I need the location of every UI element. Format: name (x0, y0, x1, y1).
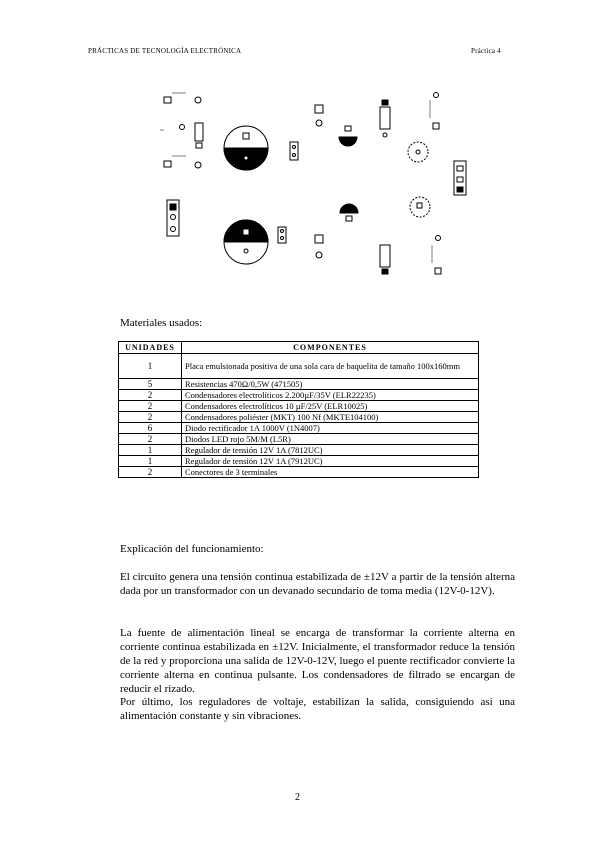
diode-d2 (315, 235, 323, 258)
cell-component: Condensadores electrolíticos 2.200µF/35V (ELR22235) (182, 390, 479, 401)
explanation-paragraph-2: La fuente de alimentación lineal se encarga de transformar la corriente alterna en corriente continua estabilizada en ±12V. Inicialmente, el transformador reduce la tensión de la red y proporciona una salida de 12V-0-12V, luego el puente rectificador convierte la corriente alterna en continua pulsante. Los condensadores de filtrado se encargan de reducir el rizado. (120, 627, 515, 695)
explanation-title: Explicación del funcionamiento: (120, 543, 264, 555)
explanation-paragraph-1: El circuito genera una tensión continua estabilizada de ±12V a partir de la tensión alterna dada por un transformador con un devanado secundario de toma media (12V-0-12V). (120, 571, 515, 597)
pcb-layout-figure (150, 85, 470, 280)
cell-component: Diodo rectificador 1A 1000V (1N4007) (182, 423, 479, 434)
table-header-row (119, 342, 479, 354)
capacitor-c2 (224, 220, 268, 264)
resistor-r3 (164, 156, 201, 168)
connector-left (167, 200, 179, 236)
cell-units: 2 (119, 467, 182, 478)
table-row (119, 390, 479, 401)
table-row (119, 434, 479, 445)
resistor-r5 (432, 236, 441, 275)
resistor-r1 (164, 93, 201, 103)
resistor-r2 (160, 123, 203, 148)
header-practice: Práctica 4 (471, 47, 501, 55)
table-row (119, 456, 479, 467)
cell-units: 2 (119, 412, 182, 423)
regulator-7912 (380, 245, 390, 274)
cell-units: 1 (119, 354, 182, 379)
explanation-paragraph-3: Por último, los reguladores de voltaje, estabilizan la salida, consiguiendo así una alimentación constante y sin vibraciones. (120, 696, 515, 722)
resistor-r4 (430, 93, 439, 130)
table-row (119, 401, 479, 412)
cell-units: 2 (119, 434, 182, 445)
cell-units: 1 (119, 445, 182, 456)
header-title: PRÁCTICAS DE TECNOLOGÍA ELECTRÓNICA (88, 47, 242, 55)
table-row (119, 354, 479, 379)
table-row (119, 445, 479, 456)
cell-component: Resistencias 470Ω/0,5W (471505) (182, 379, 479, 390)
table-row (119, 412, 479, 423)
cell-units: 2 (119, 401, 182, 412)
cell-component: Regulador de tensión 12V 1A (7912UC) (182, 456, 479, 467)
table-row (119, 423, 479, 434)
capacitor-10uf-1 (408, 142, 428, 162)
cell-units: 5 (119, 379, 182, 390)
capacitor-mkt1 (290, 142, 298, 160)
materials-title: Materiales usados: (120, 317, 203, 329)
regulator-7812 (380, 100, 390, 137)
capacitor-mkt2 (278, 227, 286, 243)
cell-units: 2 (119, 390, 182, 401)
capacitor-10uf-2 (410, 197, 430, 217)
cell-units: 1 (119, 456, 182, 467)
components-table (118, 341, 479, 478)
table-row (119, 379, 479, 390)
led-1 (339, 126, 357, 146)
capacitor-c1 (224, 126, 268, 170)
diode-d1 (315, 105, 323, 126)
cell-component: Regulador de tensión 12V 1A (7812UC) (182, 445, 479, 456)
cell-component: Conectores de 3 terminales (182, 467, 479, 478)
led-2 (340, 204, 358, 221)
column-header-units: UNIDADES (119, 342, 182, 354)
cell-component: Diodos LED rojo 5M/M (L5R) (182, 434, 479, 445)
page-number: 2 (295, 792, 300, 803)
cell-component: Condensadores poliéster (MKT) 100 Nf (MKTE104100) (182, 412, 479, 423)
table-row (119, 467, 479, 478)
column-header-components: COMPONENTES (182, 342, 479, 354)
cell-units: 6 (119, 423, 182, 434)
cell-component: Condensadores electrolíticos 10 µF/25V (ELR10025) (182, 401, 479, 412)
cell-component: Placa emulsionada positiva de una sola cara de baquelita de tamaño 100x160mm (182, 354, 479, 379)
connector-right (454, 161, 466, 195)
